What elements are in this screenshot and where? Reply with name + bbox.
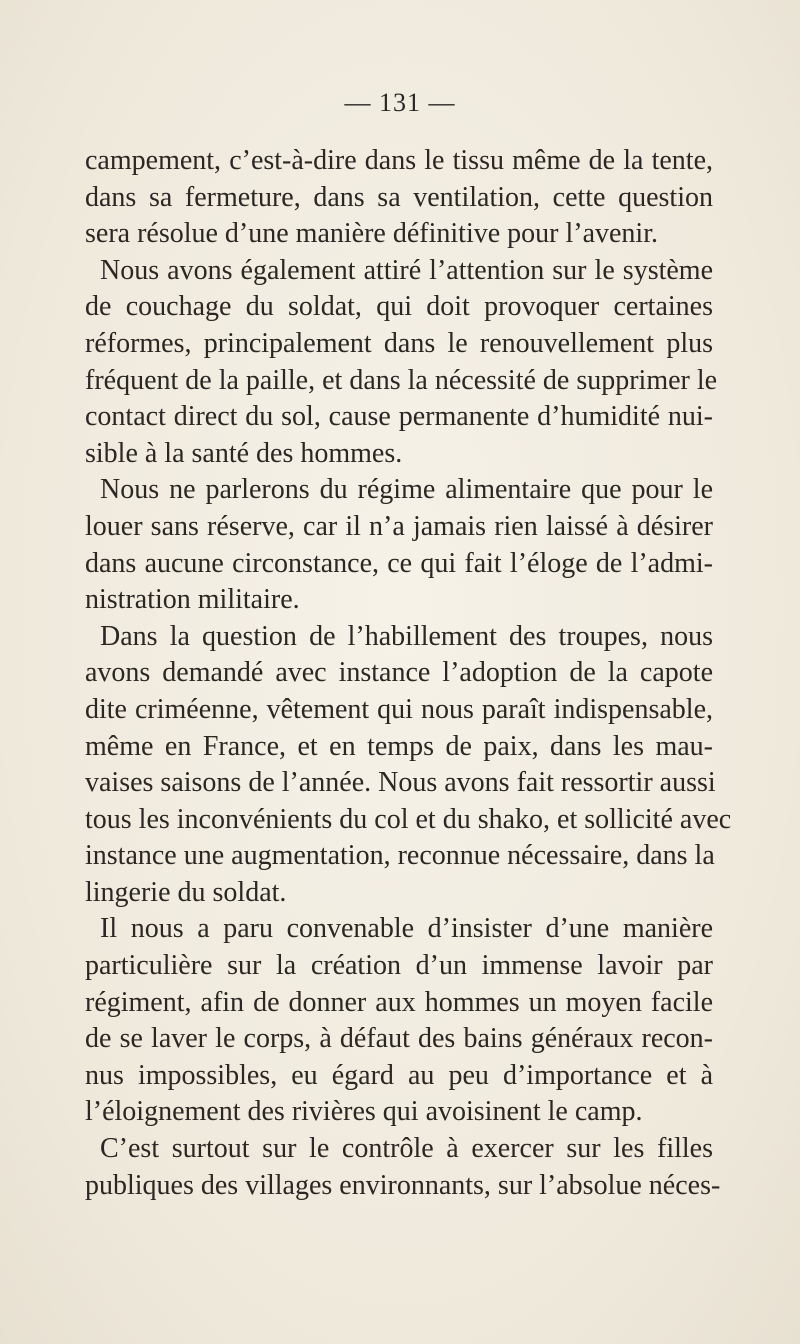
text-line: particulière sur la création d’un immense lavoir par xyxy=(85,950,713,982)
text-line: de couchage du soldat, qui doit provoquer certaines xyxy=(85,291,713,323)
text-line: de se laver le corps, à défaut des bains généraux recon- xyxy=(85,1023,713,1055)
paragraph-start-line: Nous ne parlerons du régime alimentaire que pour le xyxy=(100,474,713,506)
text-line: vaises saisons de l’année. Nous avons fait ressortir aussi xyxy=(85,767,716,799)
paragraph-start-line: Dans la question de l’habillement des troupes, nous xyxy=(100,620,713,652)
text-line: régiment, afin de donner aux hommes un moyen facile xyxy=(85,986,713,1018)
text-line: campement, c’est-à-dire dans le tissu même de la tente, xyxy=(85,145,713,176)
text-line: nus impossibles, eu égard au peu d’importance et à xyxy=(85,1059,713,1091)
text-line: fréquent de la paille, et dans la nécessité de supprimer le xyxy=(85,364,718,396)
page-number: — 131 — xyxy=(344,88,456,117)
text-line: réformes, principalement dans le renouvellement plus xyxy=(85,327,713,359)
body-text xyxy=(85,143,732,1204)
text-line: l’éloignement des rivières qui avoisinent le camp. xyxy=(85,1096,643,1128)
text-line: nistration militaire. xyxy=(85,584,300,616)
text-line: sible à la santé des hommes. xyxy=(85,437,403,469)
text-line: instance une augmentation, reconnue nécessaire, dans la xyxy=(85,840,715,872)
text-line: publiques des villages environnants, sur l’absolue néces- xyxy=(85,1169,721,1201)
text-line: louer sans réserve, car il n’a jamais rien laissé à désirer xyxy=(85,510,713,542)
text-line: contact direct du sol, cause permanente d’humidité nui- xyxy=(85,401,713,433)
text-line: avons demandé avec instance l’adoption de la capote xyxy=(85,657,713,689)
text-line: sera résolue d’une manière définitive pour l’avenir. xyxy=(85,218,658,250)
text-line: même en France, et en temps de paix, dans les mau- xyxy=(85,730,713,762)
text-line: dite criméenne, vêtement qui nous paraît indispensable, xyxy=(85,693,713,725)
text-line: tous les inconvénients du col et du shako, et sollicité avec xyxy=(85,803,732,835)
text-line: dans sa fermeture, dans sa ventilation, cette question xyxy=(85,181,713,213)
paragraph-start-line: C’est surtout sur le contrôle à exercer sur les filles xyxy=(100,1133,713,1165)
paragraph-start-line: Il nous a paru convenable d’insister d’une manière xyxy=(100,913,713,945)
text-line: lingerie du soldat. xyxy=(85,876,287,908)
text-line: dans aucune circonstance, ce qui fait l’éloge de l’admi- xyxy=(85,547,713,579)
paragraph-start-line: Nous avons également attiré l’attention sur le système xyxy=(100,254,713,286)
